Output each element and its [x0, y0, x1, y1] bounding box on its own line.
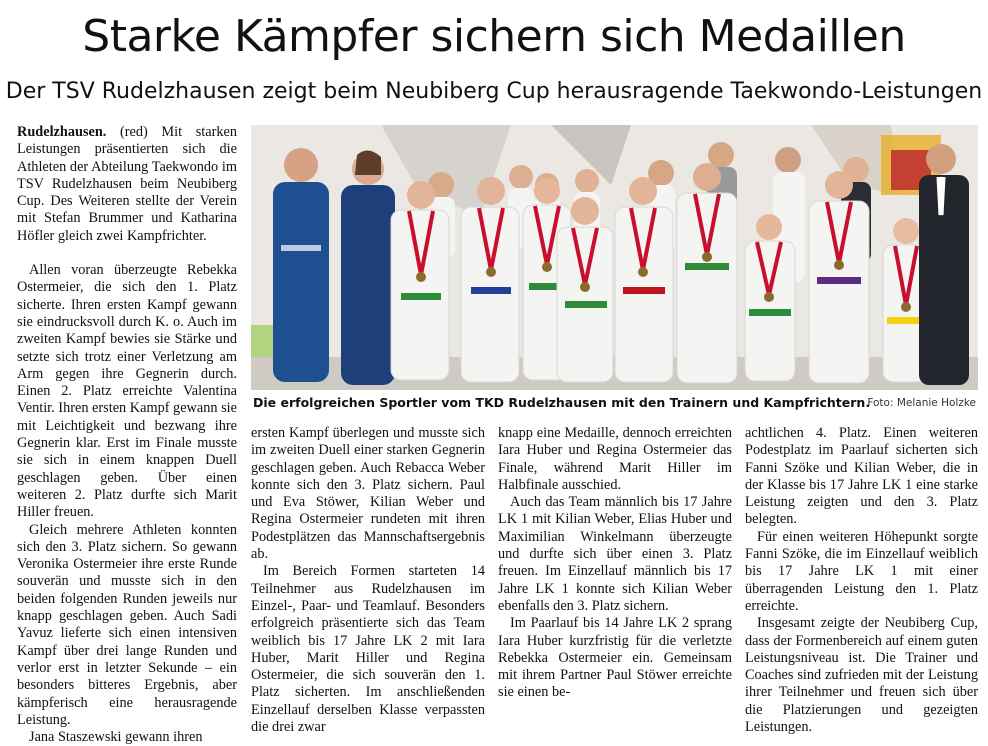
team-photo: [251, 125, 978, 390]
paragraph: Auch das Team männlich bis 17 Jahre LK 1 mit Kilian Weber, Elias Huber und Maximilian Winkelmann überzeugte und durfte sich über einen 3. Platz freuen. Im Einzellauf männlich bis 17 Jahre LK 1 konnte sich Kilian Weber ebenfalls den 3. Platz sichern.: [498, 494, 732, 614]
paragraph: Allen voran überzeugte Rebekka Ostermeier, die sich den 1. Platz sicherte. Ihren ersten Kampf gewann sie eindrucksvoll durch K. o. Auch im zweiten Kampf bewies sie Stärke und setzte sich trotz einer Verletzung am Arm gegen ihre Gegnerin durch. Einen 2. Platz erreichte Valentina Ventir. Ihren ersten Kampf gewann sie mit Leichtigkeit und bezwang ihre Gegnerin klar. Erst im Finale musste sie sich in einem knappen Duell geschlagen geben. Über einen weiteren 2. Platz durfte sich Marit Hiller freuen.: [17, 262, 237, 521]
headline: Starke Kämpfer sichern sich Medaillen: [82, 11, 906, 62]
dateline: Rudelzhausen.: [17, 124, 107, 140]
subheadline: Der TSV Rudelzhausen zeigt beim Neubiberg Cup herausragende Taekwondo-Leistungen: [5, 79, 983, 104]
article-column-2: [251, 425, 485, 736]
paragraph: Jana Staszewski gewann ihren: [29, 729, 203, 746]
photo-credit: Foto: Melanie Holzke: [867, 397, 976, 409]
intro-text: (red) Mit starken Leistungen präsentierten sich die Athleten der Abteilung Taekwondo im TSV Rudelzhausen beim Neubiberg Cup. Des Weiteren stellte der Verein mit Stefan Brummer und Katharina Höfler gleich zwei Kampfrichter.: [17, 124, 238, 244]
paragraph: ersten Kampf überlegen und musste sich im zweiten Duell einer starken Gegnerin geschlagen geben. Auch Rebacca Weber konnte sich den 3. Platz sichern. Paul und Eva Stöwer, Kilian Weber und Regina Ostermeier rundeten mit ihren Podestplätzen das Mannschaftsergebnis ab.: [251, 425, 485, 563]
paragraph: Im Paarlauf bis 14 Jahre LK 2 sprang Iara Huber kurzfristig für die verletzte Rebekka Ostermeier ein. Gemeinsam mit ihrem Partner Paul Stöwer erreichte sie einen be-: [498, 615, 732, 701]
paragraph: Für einen weiteren Höhepunkt sorgte Fanni Szöke, die im Einzellauf weiblich bis 17 Jahre LK 1 mit einer überragenden Leistung den 1. Platz erreichte.: [745, 528, 978, 614]
photo-caption: Die erfolgreichen Sportler vom TKD Rudelzhausen mit den Trainern und Kampfrichtern.: [253, 395, 871, 410]
paragraph-intro: [17, 124, 237, 245]
article-column-3: [498, 425, 732, 702]
article-column-1: [17, 124, 237, 746]
paragraph: knapp eine Medaille, dennoch erreichten Iara Huber und Regina Ostermeier das Finale, während Marit Hiller im Halbfinale ausschied.: [498, 425, 732, 493]
trainer-right: [919, 144, 969, 385]
trainer-left: [273, 148, 329, 382]
paragraph: Insgesamt zeigte der Neubiberg Cup, dass der Formenbereich auf einem guten Leistungsniveau ist. Die Trainer und Coaches sind zufrieden mit der Leistung ihrer Teilnehmer und freuen sich über die Platzierungen und gezeigten Leistungen.: [745, 615, 978, 736]
article-column-4: [745, 425, 978, 736]
paragraph: Im Bereich Formen starteten 14 Teilnehmer aus Rudelzhausen im Einzel-, Paar- und Teamlauf. Besonders erfolgreich präsentierte sich das Team weiblich bis 17 Jahre LK 2 mit Iara Huber, Marit Hiller und Regina Ostermeier, die sich souverän den 1. Platz sicherten. Im anschließenden Einzellauf derselben Klasse verpassten die drei zwar: [251, 563, 485, 736]
paragraph: Gleich mehrere Athleten konnten sich den 3. Platz sichern. So gewann Veronika Ostermeier ihre erste Runde souverän und musste sich in den beiden folgenden Runden jeweils nur knapp geschlagen geben. Auch Sadi Yavuz lieferte sich einen intensiven Kampf über drei lange Runden und verlor erst in letzter Sekunde – ein besonders bitteres Ergebnis, aber kämpferisch eine herausragende Leistung.: [17, 521, 237, 728]
paragraph: achtlichen 4. Platz. Einen weiteren Podestplatz im Paarlauf sicherten sich Fanni Szöke und Kilian Weber, die in der Klasse bis 17 Jahre LK 1 eine starke Leistung zeigten und den 3. Platz belegten.: [745, 425, 978, 528]
